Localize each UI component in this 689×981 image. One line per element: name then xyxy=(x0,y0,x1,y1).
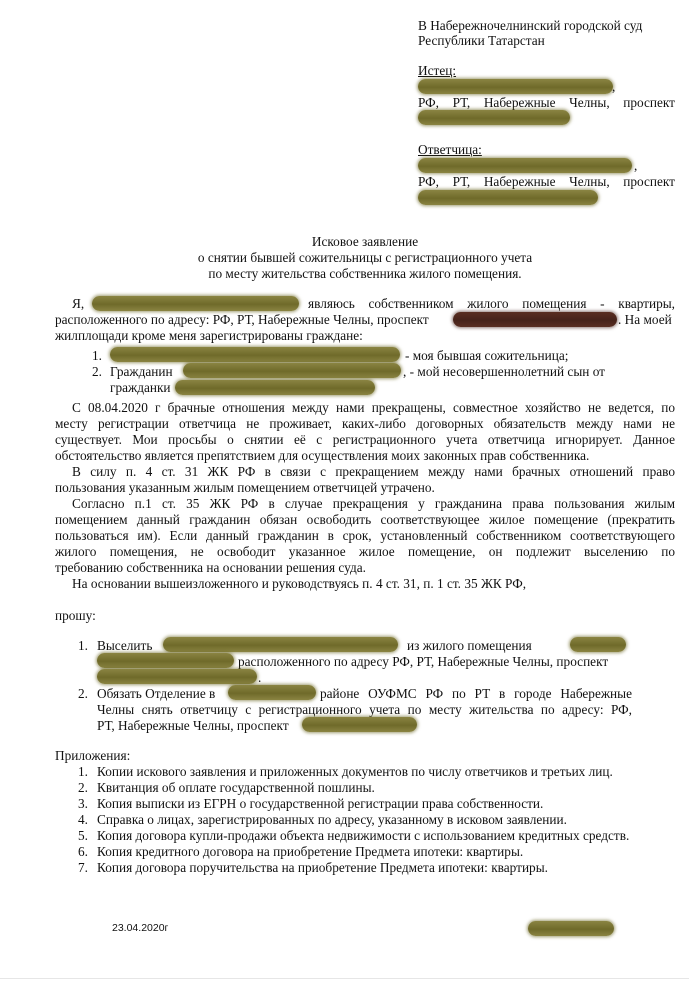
request-1-premises: из жилого помещения xyxy=(407,638,532,653)
appendix-item-text: Копия договора купли-продажи объекта недвижимости с использованием кредитных средств. xyxy=(97,828,630,843)
paragraph-3-line2: пользования указанным жилым помещением ответчицей утрачено. xyxy=(55,480,435,495)
redacted-evicted-name xyxy=(163,637,398,652)
redacted-plaintiff-name xyxy=(418,79,616,94)
appendix-item-number: 4. xyxy=(78,812,88,827)
request-1-tail: . xyxy=(258,670,262,685)
appendix-item-text: Копия договора поручительства на приобретение Предмета ипотеки: квартиры. xyxy=(97,860,548,875)
appendix-heading: Приложения: xyxy=(55,748,131,763)
request-1-address: расположенного по адресу РФ, РТ, Набережные Челны, проспект xyxy=(238,654,609,669)
intro-ya: Я, xyxy=(72,296,85,311)
list-item-2-text: , - мой несовершеннолетний сын от xyxy=(403,364,605,379)
paragraph-4-line2: помещением данный гражданин обязан освободить соответствующее жилое помещение (прекратить xyxy=(55,512,675,527)
paragraph-2-line3: существует. Мои просьбы о снятии её с регистрационного учета ответчица игнорирует. Данное xyxy=(55,432,675,447)
list-item-2-head: Гражданин xyxy=(110,364,173,379)
page-bottom-edge xyxy=(0,978,689,979)
paragraph-4-line3: пользоваться им). Если данный гражданин в срок, установленный собственником соответствующего xyxy=(55,528,675,543)
list-item-2-line2: гражданки xyxy=(110,380,171,395)
appendix-item-number: 6. xyxy=(78,844,88,859)
list-item-1-number: 1. xyxy=(92,348,102,363)
intro-address-text: расположенного по адресу: РФ, РТ, Набережные Челны, проспект xyxy=(55,312,429,327)
redacted-signature xyxy=(528,921,614,936)
redacted-owner-address xyxy=(453,312,617,327)
document-subtitle-line1: о снятии бывшей сожительницы с регистрационного учета xyxy=(197,250,533,265)
appendix-item-number: 2. xyxy=(78,780,88,795)
redacted-district xyxy=(228,685,316,700)
paragraph-2-line2: месту регистрации ответчица не проживает, каких-либо договорных обязательств между нами не xyxy=(55,416,675,431)
intro-address-tail: . На моей xyxy=(618,312,672,327)
defendant-label: Ответчица: xyxy=(418,142,482,157)
redacted-premises-2 xyxy=(97,653,234,668)
paragraph-2-line1: С 08.04.2020 г брачные отношения между нами прекращены, совместное хозяйство не ведется, по xyxy=(72,400,675,415)
request-2-head: Обязать Отделение в xyxy=(97,686,216,701)
defendant-address: РФ, РТ, Набережные Челны, проспект xyxy=(418,174,675,189)
paragraph-4-line5: требованию собственника на основании решения суда. xyxy=(55,560,366,575)
paragraph-4-line4: жилого помещения, не освободит указанное жилое помещение, он подлежит выселению по xyxy=(55,544,675,559)
request-2-office: районе ОУФМС РФ по РТ в городе Набережные xyxy=(320,686,632,701)
paragraph-5-line1: На основании вышеизложенного и руководствуясь п. 4 ст. 31, п. 1 ст. 35 ЖК РФ, xyxy=(72,576,527,591)
appendix-item-text: Квитанция об оплате государственной пошлины. xyxy=(97,780,375,795)
appendix-item-number: 1. xyxy=(78,764,88,779)
intro-registered-text: жилплощади кроме меня зарегистрированы граждане: xyxy=(55,328,363,343)
list-item-2-number: 2. xyxy=(92,364,102,379)
appendix-item-number: 3. xyxy=(78,796,88,811)
appendix-item-text: Справка о лицах, зарегистрированных по адресу, указанному в исковом заявлении. xyxy=(97,812,567,827)
document-title: Исковое заявление xyxy=(311,234,419,249)
request-2-number: 2. xyxy=(78,686,88,701)
appendix-item-number: 5. xyxy=(78,828,88,843)
redacted-address-request-2 xyxy=(302,717,417,732)
redacted-premises-3 xyxy=(97,669,257,684)
paragraph-4-line1: Согласно п.1 ст. 35 ЖК РФ в случае прекращения у гражданина права пользования жилым xyxy=(72,496,675,511)
request-2-line3: РТ, Набережные Челны, проспект xyxy=(97,718,289,733)
intro-owner-text: являюсь собственником жилого помещения - квартиры, xyxy=(308,296,675,311)
appendix-item-text: Копия выписки из ЕГРН о государственной регистрации права собственности. xyxy=(97,796,544,811)
request-1-verb: Выселить xyxy=(97,638,153,653)
redacted-plaintiff-address xyxy=(418,110,570,125)
appendix-item-text: Копии искового заявления и приложенных документов по числу ответчиков и третьих лиц. xyxy=(97,764,613,779)
redacted-former-partner xyxy=(110,347,400,362)
redacted-defendant-address xyxy=(418,190,598,205)
appendix-item-text: Копия кредитного договора на приобретение Предмета ипотеки: квартиры. xyxy=(97,844,524,859)
redacted-son-name xyxy=(183,363,401,378)
redacted-mother-name xyxy=(175,380,375,395)
request-1-number: 1. xyxy=(78,638,88,653)
plaintiff-label: Истец: xyxy=(418,63,457,78)
document-date: 23.04.2020г xyxy=(112,922,169,934)
defendant-comma: , xyxy=(634,158,638,173)
list-item-1-text: - моя бывшая сожительница; xyxy=(405,348,569,363)
appendix-item-number: 7. xyxy=(78,860,88,875)
court-name-line2: Республики Татарстан xyxy=(418,33,545,48)
paragraph-2-line4: обстоятельство является препятствием для осуществления моих законных прав собственника. xyxy=(55,448,590,463)
redacted-defendant-name xyxy=(418,158,632,173)
request-2-line2: Челны снять ответчицу с регистрационного учета по месту жительства по адресу: РФ, xyxy=(97,702,632,717)
court-name-line1: В Набережночелнинский городской суд xyxy=(418,18,643,33)
document-subtitle-line2: по месту жительства собственника жилого помещения. xyxy=(208,266,522,281)
paragraph-3-line1: В силу п. 4 ст. 31 ЖК РФ в связи с прекращением между нами брачных отношений право xyxy=(72,464,675,479)
plaintiff-address: РФ, РТ, Набережные Челны, проспект xyxy=(418,95,675,110)
redacted-owner-name xyxy=(92,296,299,311)
redacted-premises-1 xyxy=(570,637,626,652)
request-heading: прошу: xyxy=(55,608,96,623)
plaintiff-comma: , xyxy=(612,79,616,94)
